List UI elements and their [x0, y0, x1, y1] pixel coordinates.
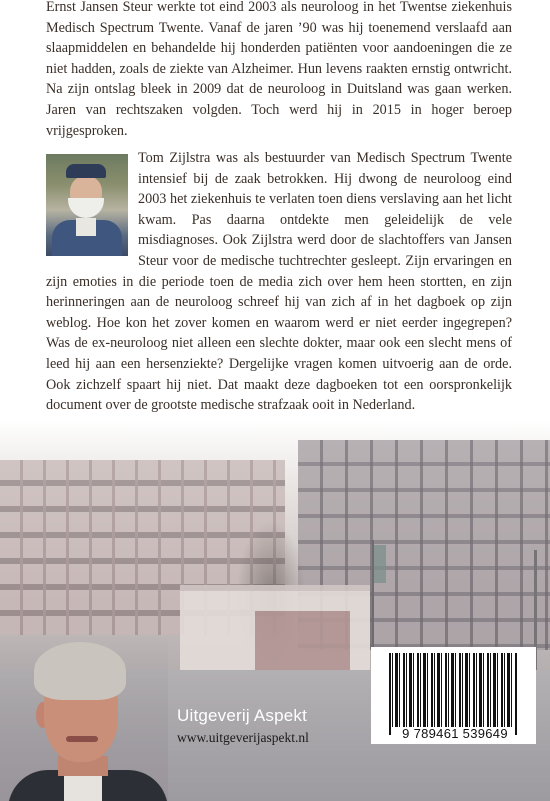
publisher-website: www.uitgeverijaspekt.nl — [177, 730, 309, 745]
building-entrance — [180, 585, 370, 681]
blurb-paragraph-1: Ernst Jansen Steur werkte tot eind 2003 als neuroloog in het Twentse ziekenhuis Medisch Spectrum Twente. Vanaf de jaren ’90 was hij toenemend verslaafd aan slaapmiddelen en behandelde hij honderden patiënten voor aandoeningen die ze niet hadden, zoals de ziekte van Alzheimer. Hun levens raakten ernstig ontwricht. Na zijn ontslag bleek in 2009 dat de neuroloog in Duitsland was gaan werken. Jaren van rechtszaken volgden. Toch werd hij in 2015 in hoger beroep vrijgesproken. — [46, 0, 512, 139]
blurb-paragraph-2-text: Tom Zijlstra was als bestuurder van Medisch Spectrum Twente intensief bij de zaak betrokken. Hij dwong de neuroloog eind 2003 het ziekenhuis te verlaten toen diens verslaving aan het licht kwam. Pas daarna ontdekte men geleidelijk de vele misdiagnoses. Ook Zijlstra werd door de slachtoffers van Jansen Steur voor de medische tuchtrechter gesleept. Zijn ervaringen en zijn emoties in die periode toen de media zich over hem heen stortten, en zijn herinneringen aan de neuroloog schreef hij van zich af in het dagboek op zijn weblog. Hoe kon het zover komen en waarom werd er niet eerder ingegrepen? Was de ex-neuroloog niet alleen een slechte dokter, maar ook een slecht mens of leed hij aan een hersenziekte? Dergelijke vragen komen uitvoerig aan de orde. Ook zichzelf spaart hij niet. Dat maakt deze dagboeken tot een oorspronkelijk document over de grootste medische strafzaak ooit in Nederland. — [46, 150, 512, 414]
barcode — [371, 647, 536, 744]
barcode-bars — [389, 653, 517, 727]
blurb-paragraph-2 — [46, 148, 512, 416]
author-portrait-photo — [46, 154, 128, 256]
subject-portrait-photo — [0, 632, 168, 801]
publisher-name: Uitgeverij Aspekt — [177, 706, 308, 725]
flag — [374, 545, 386, 583]
isbn-number: 9 789461 539649 — [402, 726, 508, 741]
